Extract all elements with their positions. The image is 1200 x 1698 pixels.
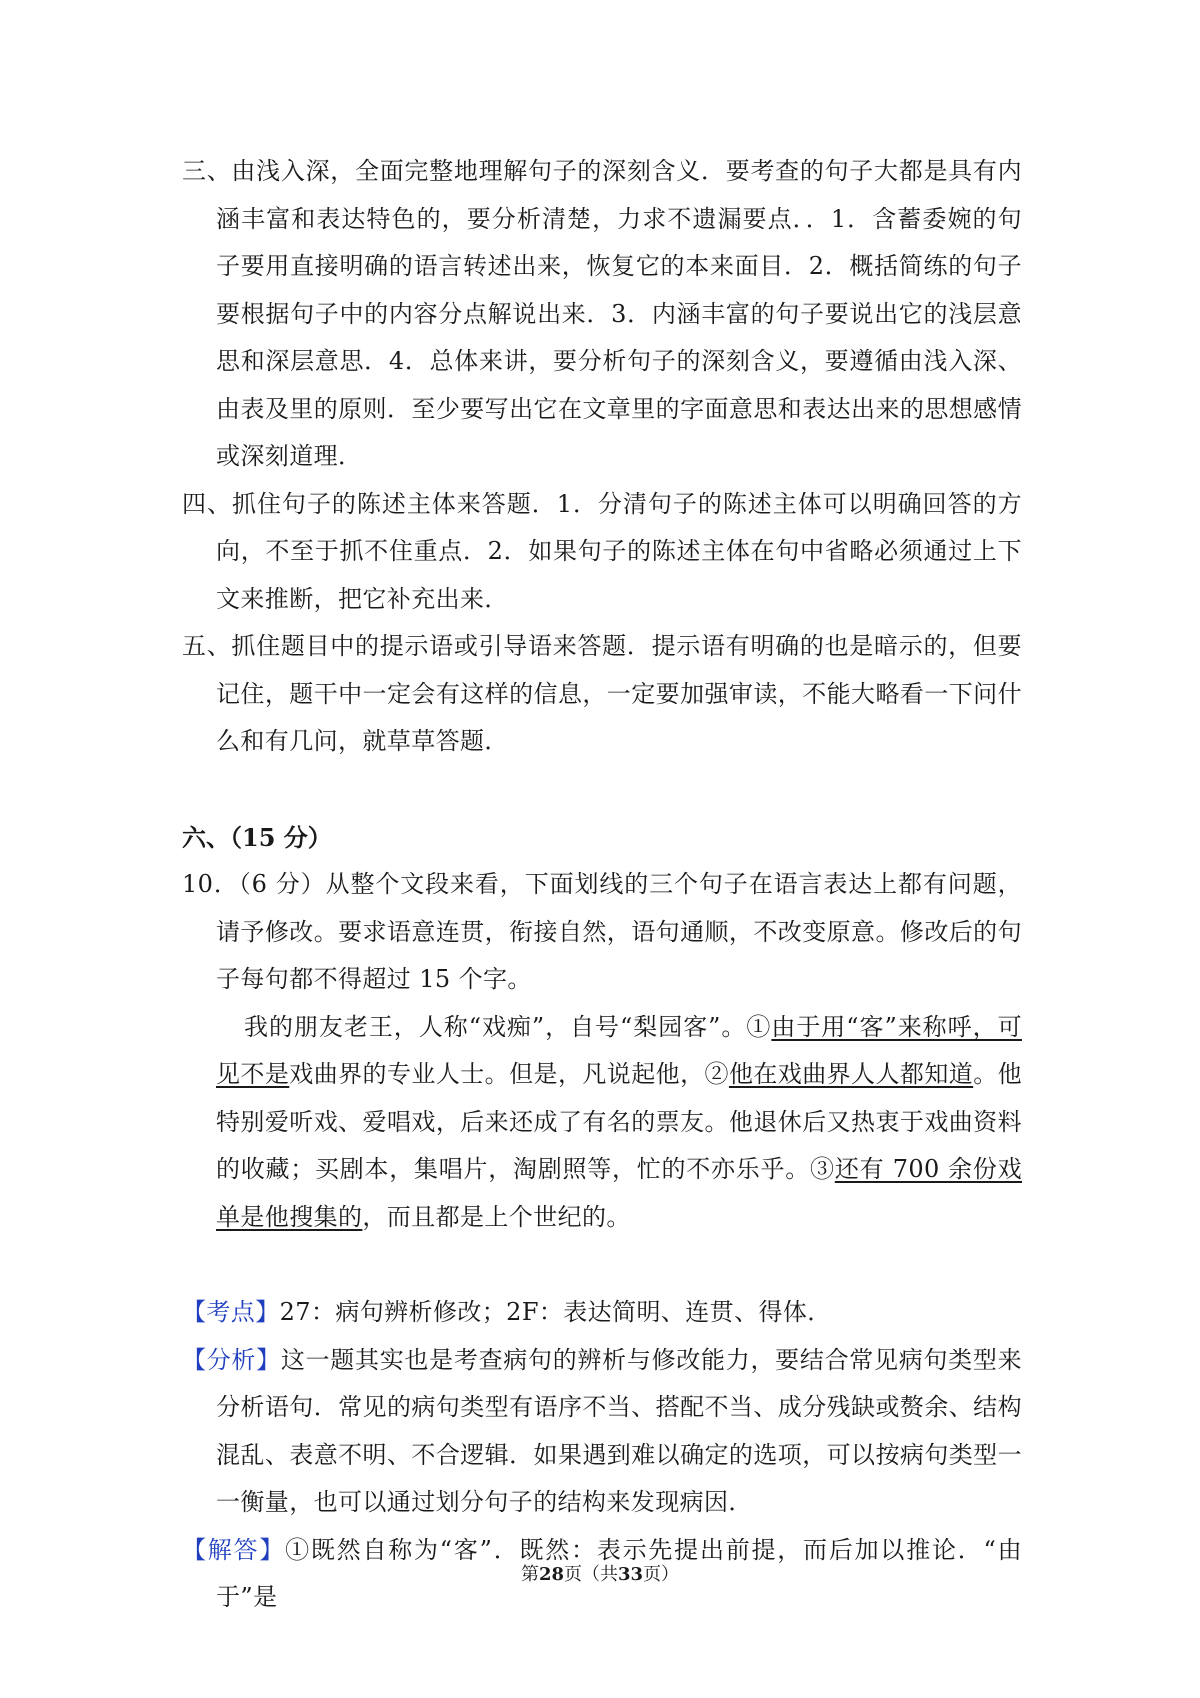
question-ten: 10．（6 分）从整个文段来看，下面划线的三个句子在语言表达上都有问题，请予修改。要求语意连贯，衔接自然，语句通顺，不改变原意。修改后的句子每句都不得超过 15 个字。 <box>182 870 1022 993</box>
page-content <box>182 148 1022 1622</box>
kaodian-tag: 【考点】 <box>182 1298 280 1326</box>
section-heading: 六、（15 分） <box>182 822 332 852</box>
paragraph-four: 四、抓住句子的陈述主体来答题．1．分清句子的陈述主体可以明确回答的方向，不至于抓不住重点．2．如果句子的陈述主体在句中省略必须通过上下文来推断，把它补充出来． <box>182 489 1022 613</box>
passage-segment: ，而且都是上个世纪的。 <box>362 1202 631 1231</box>
paragraph-three: 三、由浅入深，全面完整地理解句子的深刻含义．要考查的句子大都是具有内涵丰富和表达特色的，要分析清楚，力求不遗漏要点．．1．含蓄委婉的句子要用直接明确的语言转述出来，恢复它的本来面目．2．概括简练的句子要根据句子中的内容分点解说出来．3．内涵丰富的句子要说出它的浅层意思和深层意思．4．总体来讲，要分析句子的深刻含义，要遵循由浅入深、由表及里的原则．至少要写出它在文章里的字面意思和表达出来的思想感情或深刻道理． <box>182 157 1022 470</box>
footer-page-number: 28 <box>538 1564 564 1585</box>
fenxi-block <box>182 1337 1022 1527</box>
underlined-sentence-three: 还有 700 余份戏单是他搜集的 <box>216 1155 1022 1231</box>
passage-segment: 我的朋友老王，人称“戏痴”，自号“梨园客”。 <box>244 1012 747 1041</box>
underlined-sentence-one: 由于用“客”来称呼，可见不是 <box>216 1012 1022 1088</box>
marker-two: ② <box>704 1060 729 1088</box>
fenxi-tag: 【分析】 <box>182 1345 281 1374</box>
footer-total-pages: 33 <box>618 1564 644 1585</box>
footer-prefix: 第 <box>520 1564 539 1585</box>
question-passage <box>182 1004 1022 1242</box>
jieda-text: ①既然自称为“客”．既然：表示先提出前提，而后加以推论．“由于”是 <box>216 1535 1022 1611</box>
paragraph-five: 五、抓住题目中的提示语或引导语来答题．提示语有明确的也是暗示的，但要记住，题干中一定会有这样的信息，一定要加强审读，不能大略看一下问什么和有几问，就草草答题． <box>182 632 1022 755</box>
page-footer <box>0 1560 1200 1586</box>
passage-segment: 。他特别爱听戏、爱唱戏，后来还成了有名的票友。他退休后又热衷于戏曲资料的收藏；买剧本，集唱片，淘剧照等，忙的不亦乐乎。 <box>216 1060 1023 1183</box>
marker-one: ① <box>746 1012 772 1041</box>
footer-suffix: 页） <box>643 1564 680 1585</box>
kaodian-text: 27：病句辨析修改；2F：表达简明、连贯、得体． <box>279 1298 832 1326</box>
passage-segment: 戏曲界的专业人士。但是，凡说起他， <box>289 1060 705 1088</box>
underlined-sentence-two: 他在戏曲界人人都知道 <box>728 1060 974 1088</box>
footer-middle: 页（共 <box>564 1564 618 1585</box>
marker-three: ③ <box>810 1155 835 1183</box>
kaodian-block <box>182 1289 1022 1337</box>
jieda-tag: 【解答】 <box>182 1535 286 1564</box>
fenxi-text: 这一题其实也是考查病句的辨析与修改能力，要结合常见病句类型来分析语句．常见的病句类型有语序不当、搭配不当、成分残缺或赘余、结构混乱、表意不明、不合逻辑．如果遇到难以确定的选项，可以按病句类型一一衡量，也可以通过划分句子的结构来发现病因． <box>216 1345 1022 1516</box>
